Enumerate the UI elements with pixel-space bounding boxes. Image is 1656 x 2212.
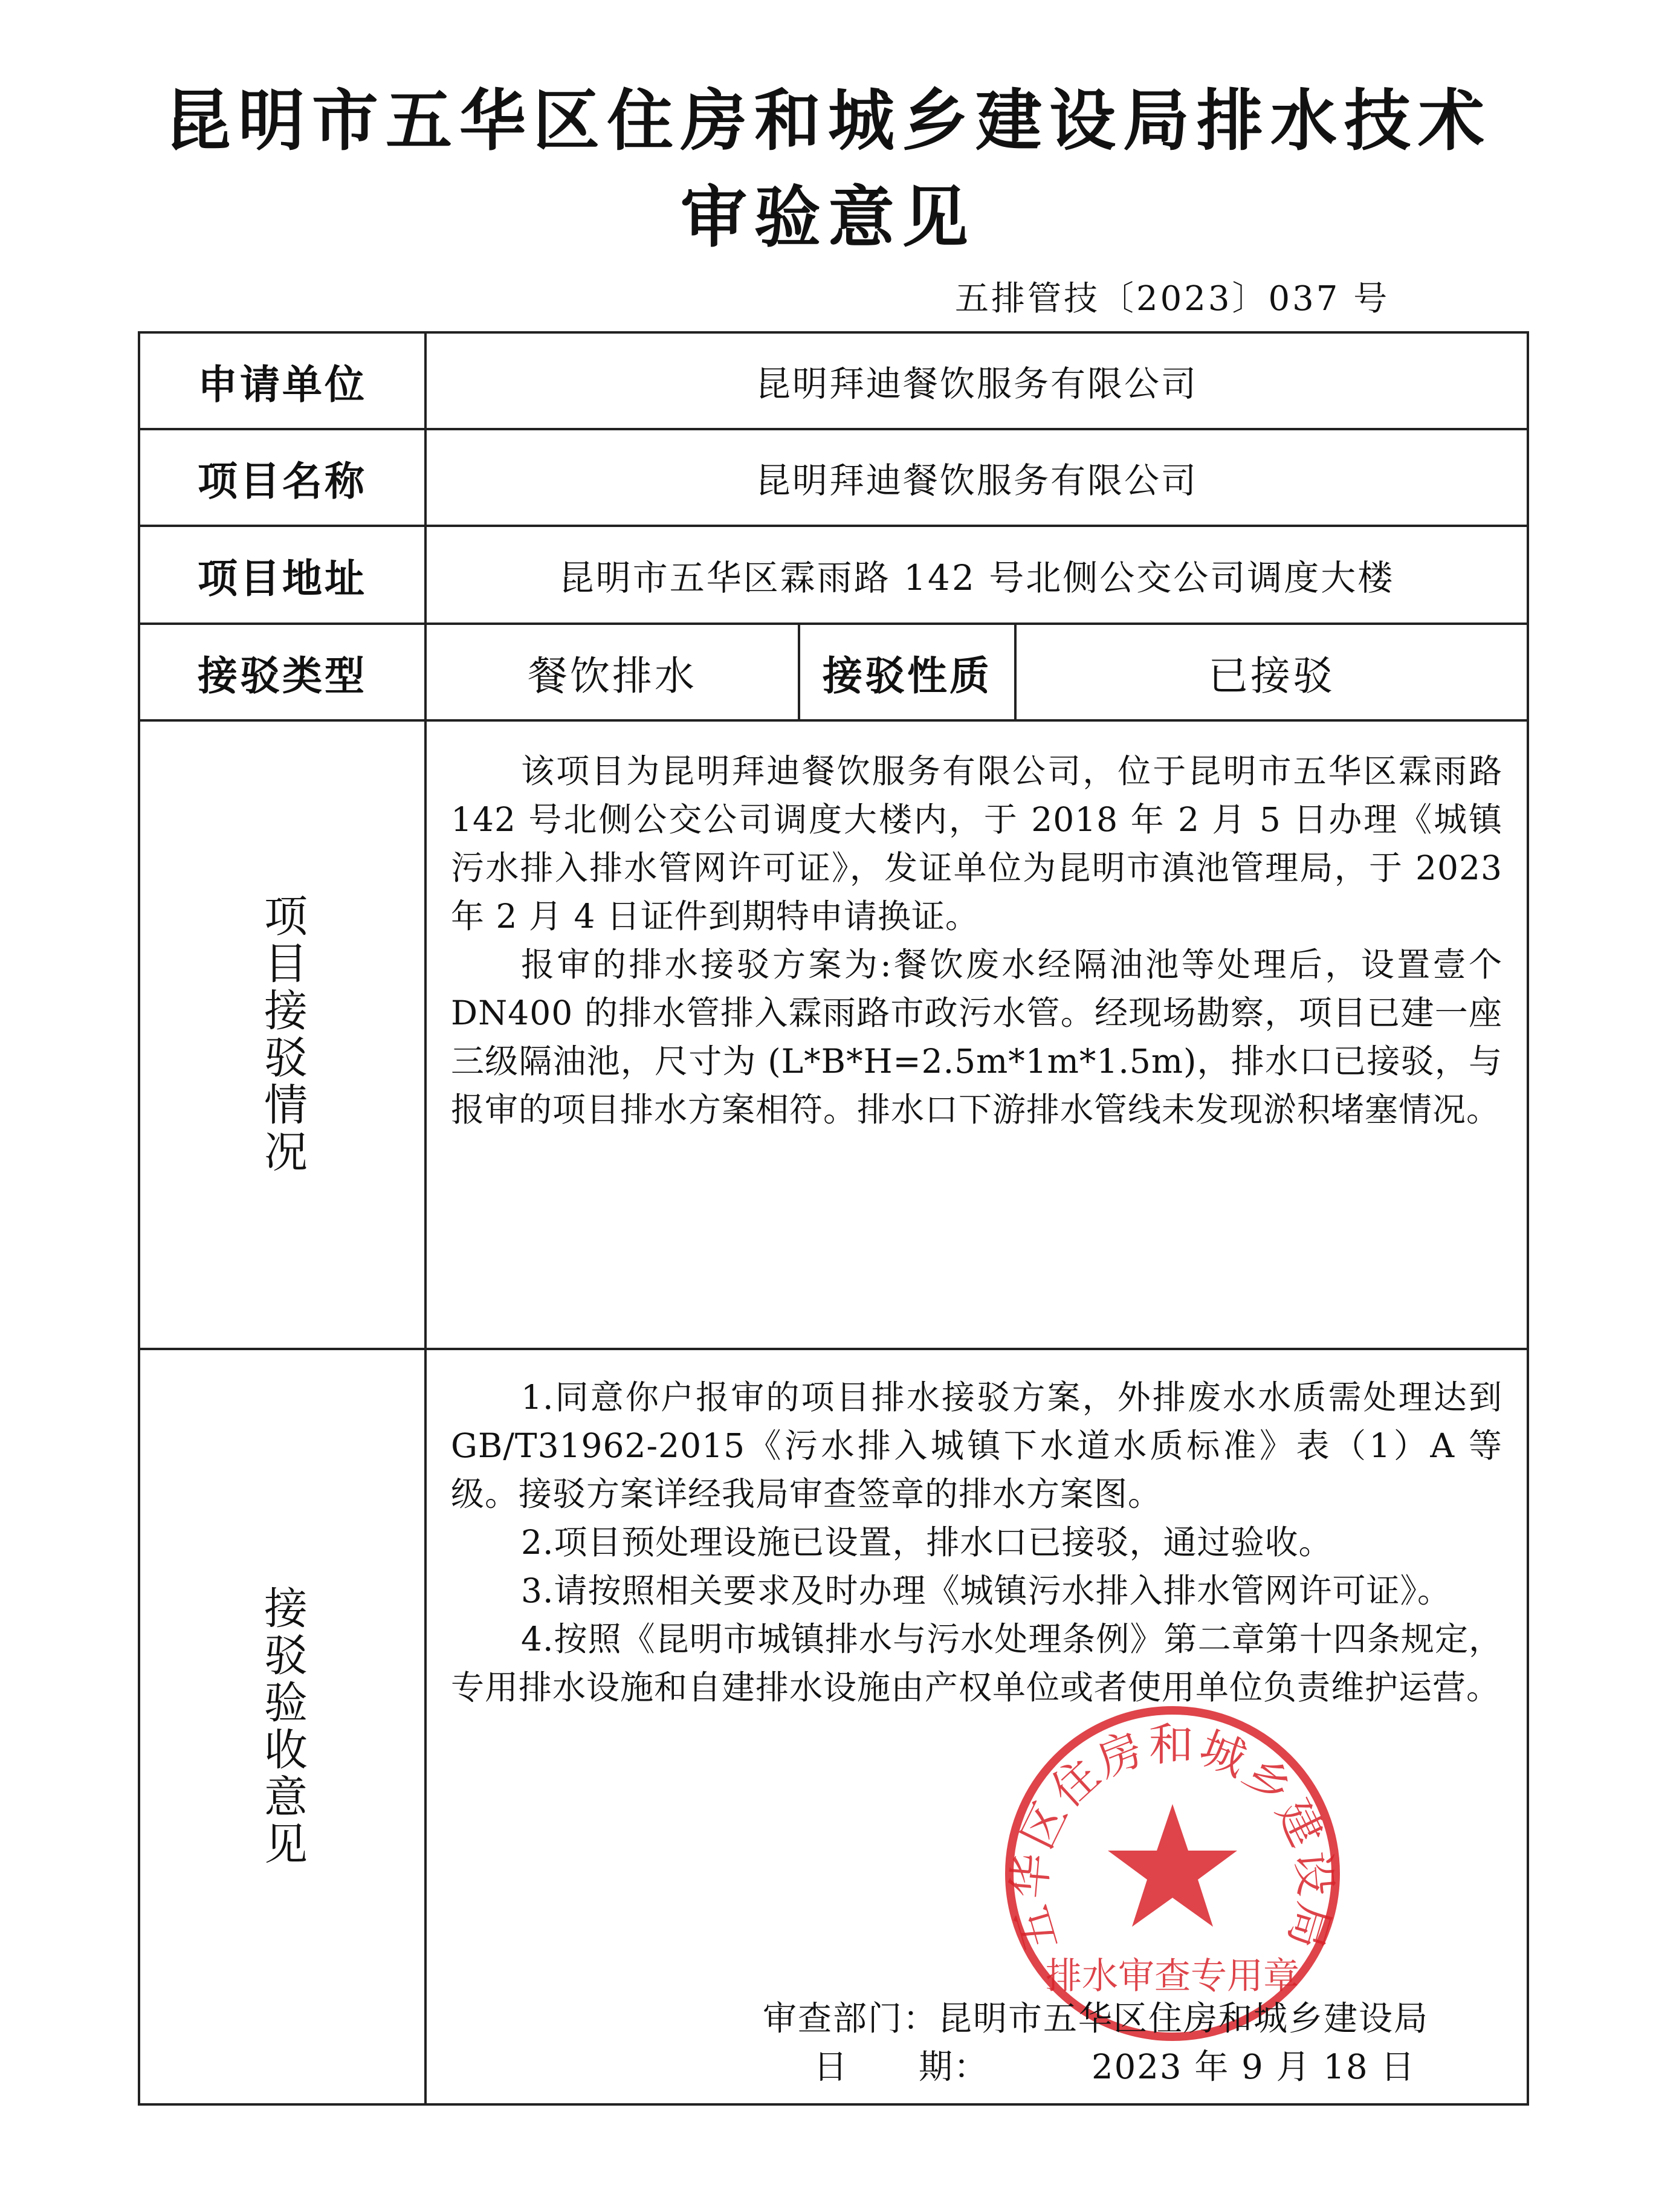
row-project-name	[139, 429, 1528, 526]
row-connection	[139, 624, 1528, 720]
project-address-label: 项目地址	[139, 526, 425, 624]
review-date-value: 2023 年 9 月 18 日	[1092, 2048, 1416, 2087]
project-name-label: 项目名称	[139, 429, 425, 526]
applicant-value: 昆明拜迪餐饮服务有限公司	[425, 332, 1528, 429]
review-department	[763, 1992, 1429, 2040]
review-date-label: 日 期：	[813, 2048, 989, 2087]
connection-type-label: 接驳类型	[139, 624, 425, 720]
connection-nature-value: 已接驳	[1015, 624, 1528, 720]
project-name-value: 昆明拜迪餐饮服务有限公司	[425, 429, 1528, 526]
situation-label: 项目接驳情况	[257, 893, 308, 1176]
opinion-paragraph: 3.请按照相关要求及时办理《城镇污水排入排水管网许可证》。	[521, 1571, 1451, 1610]
opinion-paragraph: 1.同意你户报审的项目排水接驳方案，外排废水水质需处理达到 GB/T31962-2015《污水排入城镇下水道水质标准》表（1）A 等级。接驳方案详经我局审查签章的排水方案图。	[451, 1378, 1503, 1513]
review-department-label: 审查部门：	[763, 1999, 938, 2039]
review-department-value: 昆明市五华区住房和城乡建设局	[938, 1999, 1429, 2039]
connection-nature-label: 接驳性质	[799, 624, 1015, 720]
document-title-line-1: 昆明市五华区住房和城乡建设局排水技术	[164, 82, 1492, 160]
seal-subtext: 排水审查专用章	[1046, 1955, 1299, 1997]
connection-type-value: 餐饮排水	[425, 624, 799, 720]
seal-arc-text: 五华区住房和城乡建设局	[1003, 1718, 1342, 1957]
situation-paragraph: 报审的排水接驳方案为:餐饮废水经隔油池等处理后，设置壹个 DN400 的排水管排入霖雨路市政污水管。经现场勘察，项目已建一座三级隔油池，尺寸为 (L*B*H=2.5m*1m*1.5m)，排水口已接驳，与报审的项目排水方案相符。排水口下游排水管线未发现淤积堵塞情况。	[451, 945, 1503, 1129]
seal-star-icon	[1108, 1804, 1237, 1927]
applicant-label: 申请单位	[139, 332, 425, 429]
row-applicant	[139, 332, 1528, 429]
document-title-line-2: 审验意见	[681, 179, 975, 256]
situation-content	[425, 720, 1528, 1349]
project-address-value: 昆明市五华区霖雨路 142 号北侧公交公司调度大楼	[425, 526, 1528, 624]
review-date	[813, 2040, 1415, 2089]
row-project-address	[139, 526, 1528, 624]
opinion-label-cell	[139, 1349, 425, 2104]
opinion-label: 接驳验收意见	[257, 1585, 308, 1868]
opinion-paragraph: 2.项目预处理设施已设置，排水口已接驳，通过验收。	[521, 1523, 1333, 1562]
document-number: 五排管技〔2023〕037 号	[955, 279, 1390, 319]
situation-label-cell	[139, 720, 425, 1349]
row-situation	[139, 720, 1528, 1349]
opinion-content	[425, 1349, 1528, 2104]
opinion-paragraph: 4.按照《昆明市城镇排水与污水处理条例》第二章第十四条规定，专用排水设施和自建排水设施由产权单位或者使用单位负责维护运营。	[451, 1620, 1503, 1707]
situation-paragraph: 该项目为昆明拜迪餐饮服务有限公司，位于昆明市五华区霖雨路 142 号北侧公交公司调度大楼内，于 2018 年 2 月 5 日办理《城镇污水排入排水管网许可证》，发证单位为昆明市滇池管理局，于 2023 年 2 月 4 日证件到期特申请换证。	[451, 752, 1503, 936]
